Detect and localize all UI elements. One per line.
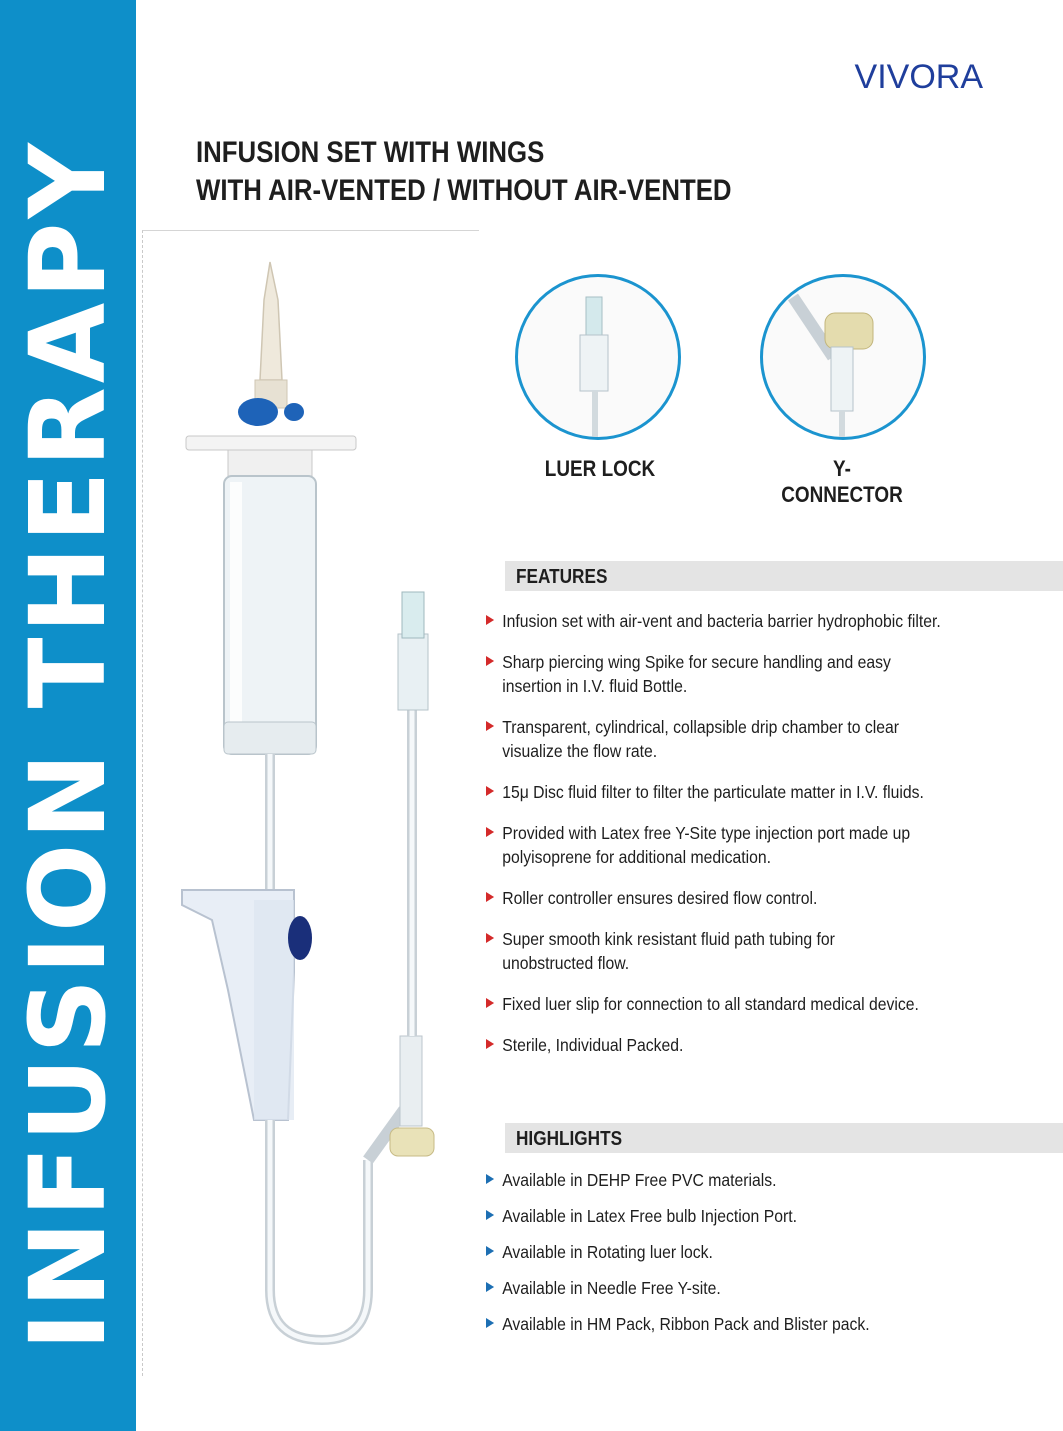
feature-bullet-icon [486, 892, 494, 902]
y-connector-detail-image [760, 274, 926, 440]
y-connector-icon [763, 277, 923, 437]
features-heading: FEATURES [516, 566, 608, 588]
feature-bullet-icon [486, 786, 494, 796]
feature-item: Fixed luer slip for connection to all standard medical device. [486, 992, 1006, 1016]
brand-logo: VIVORA [854, 58, 983, 96]
highlight-bullet-icon [486, 1246, 494, 1256]
feature-item: 15μ Disc fluid filter to filter the particulate matter in I.V. fluids. [486, 780, 1006, 804]
features-heading-bar [505, 561, 1063, 591]
highlight-item: Available in Latex Free bulb Injection Port. [486, 1204, 1060, 1228]
highlight-item: Available in HM Pack, Ribbon Pack and Blister pack. [486, 1312, 1060, 1336]
product-title-line1: INFUSION SET WITH WINGS [196, 136, 545, 169]
sidebar-title: INFUSION THERAPY [7, 139, 129, 1351]
highlight-bullet-icon [486, 1282, 494, 1292]
highlight-bullet-icon [486, 1174, 494, 1184]
feature-bullet-icon [486, 1039, 494, 1049]
luer-lock-label: LUER LOCK [544, 456, 656, 481]
luer-lock-icon [518, 277, 678, 437]
feature-item: Sterile, Individual Packed. [486, 1033, 1006, 1057]
feature-bullet-icon [486, 615, 494, 625]
feature-bullet-icon [486, 998, 494, 1008]
infusion-set-illustration [142, 230, 478, 1375]
sidebar-band [0, 0, 136, 1431]
feature-bullet-icon [486, 721, 494, 731]
features-list [486, 609, 1046, 1074]
feature-item: Roller controller ensures desired flow control. [486, 886, 1006, 910]
product-title-line2: WITH AIR-VENTED / WITHOUT AIR-VENTED [196, 174, 732, 207]
feature-item: Infusion set with air-vent and bacteria barrier hydrophobic filter. [486, 609, 1006, 633]
feature-bullet-icon [486, 827, 494, 837]
feature-bullet-icon [486, 656, 494, 666]
feature-item: Transparent, cylindrical, collapsible drip chamber to clear visualize the flow rate. [486, 715, 952, 763]
highlight-item: Available in Rotating luer lock. [486, 1240, 1060, 1264]
highlight-bullet-icon [486, 1210, 494, 1220]
highlights-heading-bar [505, 1123, 1063, 1153]
feature-item: Sharp piercing wing Spike for secure handling and easy insertion in I.V. fluid Bottle. [486, 650, 934, 698]
feature-item: Provided with Latex free Y-Site type injection port made up polyisoprene for additional medication. [486, 821, 970, 869]
highlight-item: Available in Needle Free Y-site. [486, 1276, 1060, 1300]
highlight-bullet-icon [486, 1318, 494, 1328]
product-title [196, 134, 732, 210]
highlight-item: Available in DEHP Free PVC materials. [486, 1168, 1060, 1192]
feature-bullet-icon [486, 933, 494, 943]
feature-item: Super smooth kink resistant fluid path tubing for unobstructed flow. [486, 927, 916, 975]
highlights-heading: HIGHLIGHTS [516, 1128, 623, 1150]
luer-lock-detail-image [515, 274, 681, 440]
highlights-list [486, 1168, 1046, 1348]
y-connector-label: Y-CONNECTOR [781, 456, 903, 507]
